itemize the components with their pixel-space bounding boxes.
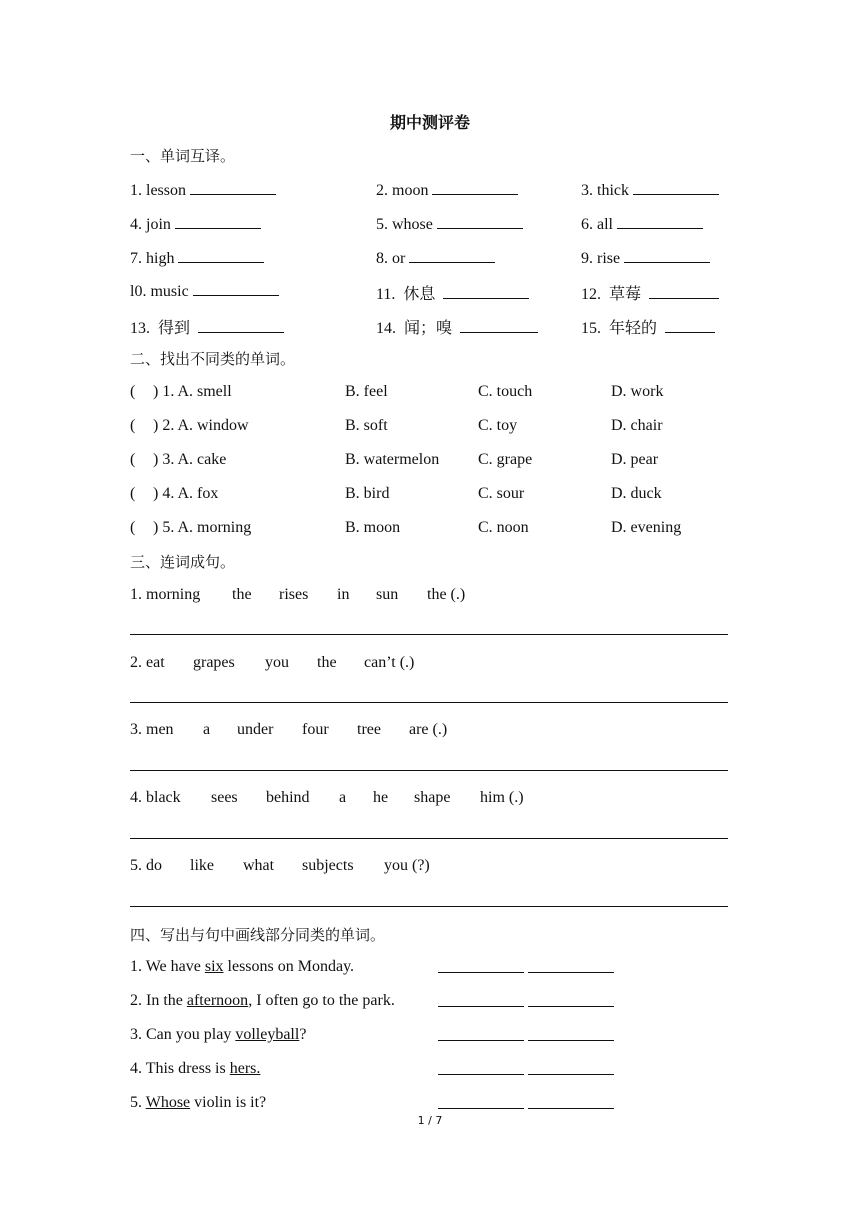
answer-line[interactable] (130, 634, 728, 635)
sentence-row (0, 1026, 860, 1048)
section-4-heading: 四、写出与句中画线部分同类的单词。 (130, 926, 386, 944)
vocab-item: 7. high (130, 248, 264, 268)
option-d: D. duck (611, 485, 662, 502)
answer-paren: ( (130, 519, 136, 536)
vocab-item: 2. moon (376, 180, 518, 200)
word: a (339, 789, 347, 806)
word: grapes (193, 654, 235, 671)
option-a: ) 1. A. smell (153, 383, 232, 400)
vocab-item: 15. 年轻的 (581, 315, 715, 338)
sentence-row (0, 958, 860, 980)
section-1-heading: 一、单词互译。 (130, 147, 236, 165)
option-c: C. touch (478, 383, 533, 400)
choice-row (0, 451, 860, 473)
word: 5. do (130, 857, 162, 874)
page-number: 1 / 7 (417, 1114, 443, 1127)
answer-paren: ( (130, 451, 136, 468)
scrambled-sentence (0, 721, 860, 743)
vocab-item: 8. or (376, 248, 495, 268)
option-a: ) 2. A. window (153, 417, 249, 434)
word: what (243, 857, 275, 874)
vocab-row (0, 214, 860, 236)
option-c: C. toy (478, 417, 518, 434)
word: 3. men (130, 721, 174, 738)
choice-row (0, 383, 860, 405)
vocab-row (0, 180, 860, 202)
answer-blanks[interactable] (438, 1094, 614, 1114)
option-d: D. evening (611, 519, 682, 536)
answer-line[interactable] (130, 906, 728, 907)
option-b: B. soft (345, 417, 388, 434)
option-b: B. moon (345, 519, 401, 536)
word: sun (376, 586, 399, 603)
sentence: 1. We have six lessons on Monday. (130, 958, 355, 975)
choice-row (0, 417, 860, 439)
vocab-item: 14. 闻；嗅 (376, 315, 538, 338)
vocab-item: 5. whose (376, 214, 523, 234)
option-b: B. feel (345, 383, 388, 400)
vocab-row (0, 315, 860, 337)
vocab-row (0, 248, 860, 270)
answer-line[interactable] (130, 702, 728, 703)
section-3-heading: 三、连词成句。 (130, 553, 236, 571)
vocab-item: 3. thick (581, 180, 719, 200)
vocab-item: 6. all (581, 214, 703, 234)
word: the (.) (427, 586, 466, 603)
choice-row (0, 485, 860, 507)
scrambled-sentence (0, 789, 860, 811)
option-b: B. watermelon (345, 451, 440, 468)
option-b: B. bird (345, 485, 390, 502)
word: under (237, 721, 274, 738)
sentence-row (0, 992, 860, 1014)
word: the (317, 654, 337, 671)
scrambled-sentence (0, 654, 860, 676)
word: can’t (.) (364, 654, 415, 671)
word: in (337, 586, 350, 603)
answer-line[interactable] (130, 770, 728, 771)
answer-paren: ( (130, 383, 136, 400)
word: 1. morning (130, 586, 201, 603)
word: sees (211, 789, 238, 806)
word: you (265, 654, 289, 671)
vocab-item: 1. lesson (130, 180, 276, 200)
vocab-item: l0. music (130, 281, 279, 301)
option-d: D. chair (611, 417, 663, 434)
option-c: C. grape (478, 451, 533, 468)
word: shape (414, 789, 451, 806)
section-2-heading: 二、找出不同类的单词。 (130, 350, 296, 368)
answer-blanks[interactable] (438, 1026, 614, 1046)
word: subjects (302, 857, 354, 874)
option-d: D. work (611, 383, 664, 400)
vocab-row (0, 281, 860, 303)
vocab-item: 9. rise (581, 248, 710, 268)
answer-line[interactable] (130, 838, 728, 839)
answer-blanks[interactable] (438, 958, 614, 978)
word: tree (357, 721, 381, 738)
word: him (.) (480, 789, 524, 806)
vocab-item: 13. 得到 (130, 315, 284, 338)
scrambled-sentence (0, 586, 860, 608)
vocab-item: 4. join (130, 214, 261, 234)
sentence: 2. In the afternoon, I often go to the park. (130, 992, 395, 1009)
option-a: ) 5. A. morning (153, 519, 252, 536)
option-d: D. pear (611, 451, 659, 468)
answer-blanks[interactable] (438, 1060, 614, 1080)
word: a (203, 721, 211, 738)
answer-blanks[interactable] (438, 992, 614, 1012)
sentence: 5. Whose violin is it? (130, 1094, 267, 1111)
word: four (302, 721, 329, 738)
option-a: ) 4. A. fox (153, 485, 219, 502)
sentence-row (0, 1094, 860, 1116)
word: 4. black (130, 789, 181, 806)
word: he (373, 789, 389, 806)
word: are (.) (409, 721, 448, 738)
answer-paren: ( (130, 417, 136, 434)
word: rises (279, 586, 309, 603)
vocab-item: 12. 草莓 (581, 281, 719, 304)
sentence-row (0, 1060, 860, 1082)
word: you (?) (384, 857, 430, 874)
option-c: C. sour (478, 485, 525, 502)
choice-row (0, 519, 860, 541)
scrambled-sentence (0, 857, 860, 879)
sentence: 4. This dress is hers. (130, 1060, 261, 1077)
word: the (232, 586, 252, 603)
page-title: 期中测评卷 (389, 113, 470, 132)
word: 2. eat (130, 654, 165, 671)
word: behind (266, 789, 310, 806)
option-c: C. noon (478, 519, 529, 536)
answer-paren: ( (130, 485, 136, 502)
vocab-item: 11. 休息 (376, 281, 529, 304)
sentence: 3. Can you play volleyball? (130, 1026, 307, 1043)
option-a: ) 3. A. cake (153, 451, 227, 468)
word: like (190, 857, 214, 874)
